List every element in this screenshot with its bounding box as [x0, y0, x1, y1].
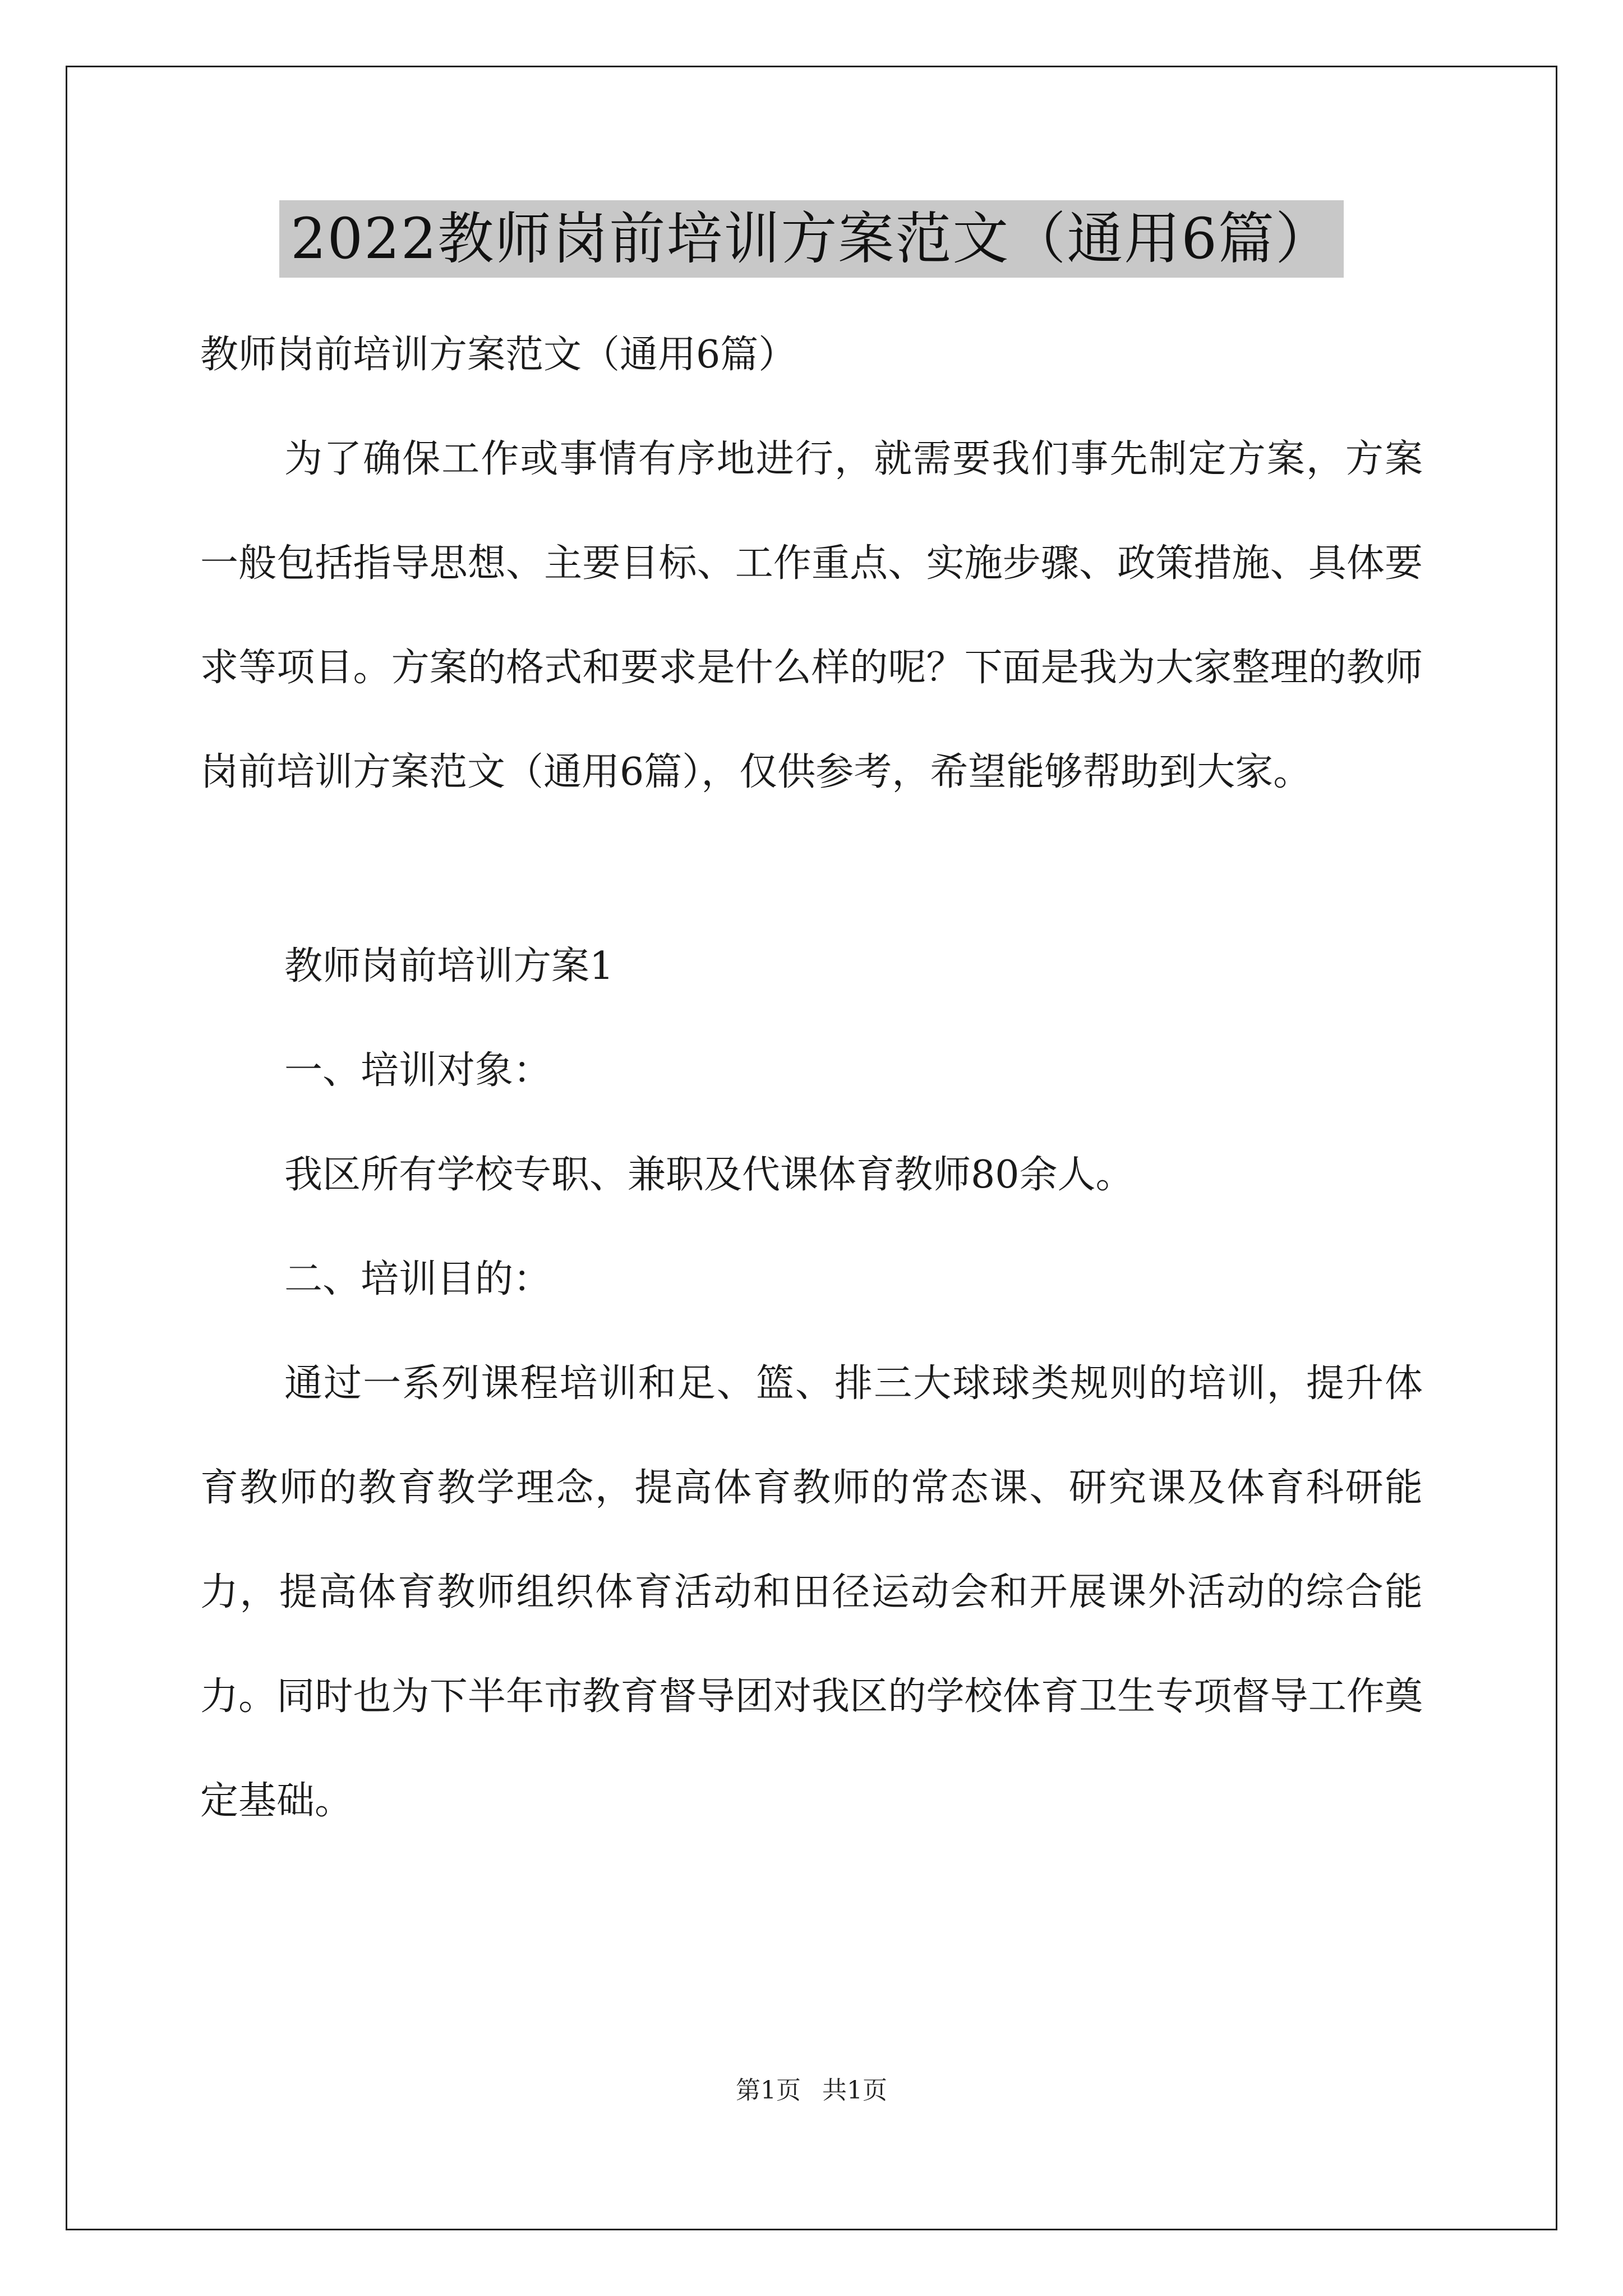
title-container [0, 200, 1623, 278]
page-number: 第1页 [736, 2076, 801, 2105]
item-training-target-heading: 一、培训对象： [284, 1048, 552, 1093]
intro-paragraph: 为了确保工作或事情有序地进行，就需要我们事先制定方案，方案一般包括指导思想、主要目标、工作重点、实施步骤、政策措施、具体要求等项目。方案的格式和要求是什么样的呢？下面是我为大家整理的教师岗前培训方案范文（通用6篇），仅供参考，希望能够帮助到大家。 [200, 437, 1423, 794]
spacer [200, 825, 1423, 914]
document-title: 2022教师岗前培训方案范文（通用6篇） [279, 200, 1344, 278]
document-subtitle: 教师岗前培训方案范文（通用6篇） [200, 333, 797, 377]
item-training-purpose-heading: 二、培训目的： [284, 1257, 552, 1301]
page-total: 共1页 [822, 2076, 887, 2105]
section-heading: 教师岗前培训方案1 [284, 944, 614, 988]
item-training-target-text: 我区所有学校专职、兼职及代课体育教师80余人。 [284, 1153, 1134, 1197]
document-body [200, 303, 1423, 1853]
body-paragraph: 通过一系列课程培训和足、篮、排三大球球类规则的培训，提升体育教师的教育教学理念，提高体育教师的常态课、研究课及体育科研能力，提高体育教师组织体育活动和田径运动会和开展课外活动的综合能力。同时也为下半年市教育督导团对我区的学校体育卫生专项督导工作奠定基础。 [200, 1361, 1423, 1823]
page-footer [0, 2070, 1623, 2106]
